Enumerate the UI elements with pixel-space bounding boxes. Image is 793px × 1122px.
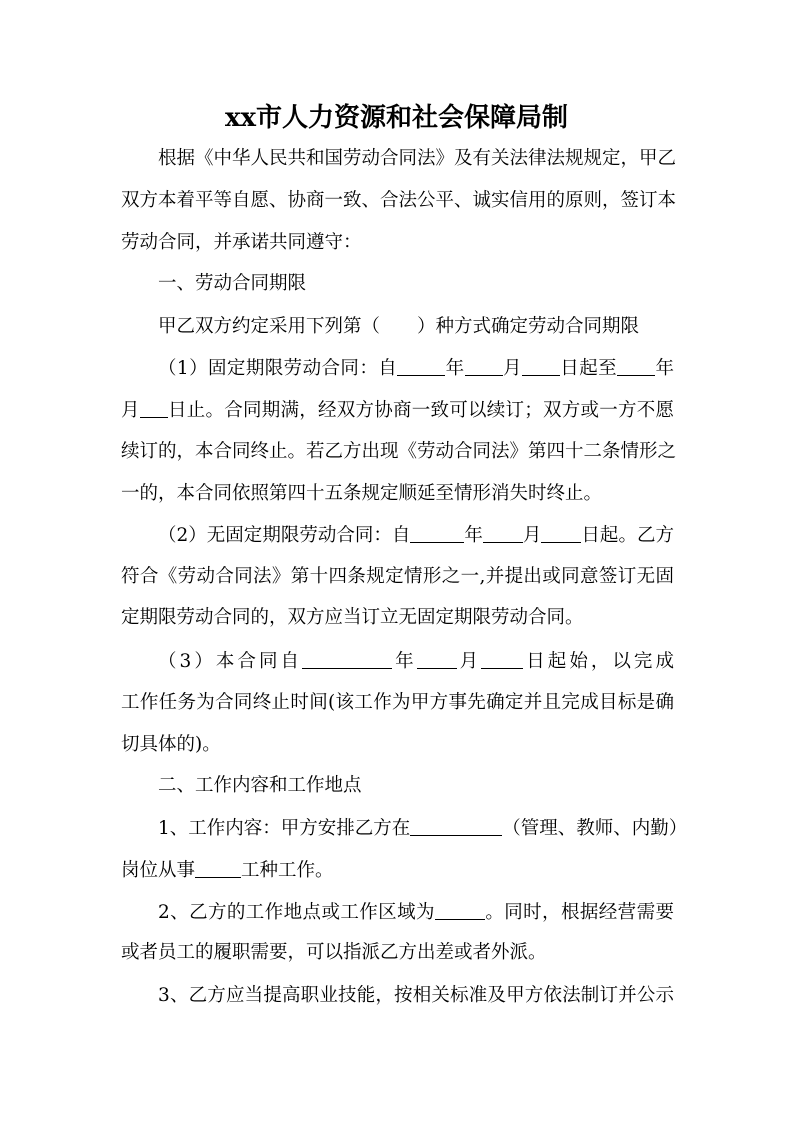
text-line: 切具体的)。 <box>121 734 221 755</box>
fill-blank[interactable] <box>410 522 464 543</box>
text-line: 根据《中华人民共和国劳动合同法》及有关法律法规规定，甲乙 <box>158 148 677 169</box>
text-segment: 年 <box>392 651 417 672</box>
text-line <box>158 522 674 548</box>
text-line: 或者员工的履职需要，可以指派乙方出差或者外派。 <box>121 942 547 963</box>
text-segment: （2）无固定期限劳动合同：自 <box>158 525 411 546</box>
fill-blank[interactable] <box>435 899 485 920</box>
fill-blank[interactable] <box>483 522 523 543</box>
fill-blank[interactable] <box>541 522 581 543</box>
text-line: 一的，本合同依照第四十五条规定顺延至情形消失时终止。 <box>121 483 603 504</box>
text-line: 甲乙双方约定采用下列第（ ）种方式确定劳动合同期限 <box>158 316 640 337</box>
fill-blank[interactable] <box>617 355 655 376</box>
document-title: xx市人力资源和社会保障局制 <box>224 103 568 133</box>
text-segment: （3）本合同自 <box>158 651 303 672</box>
text-line: 工作任务为合同终止时间(该工作为甲方事先确定并且完成目标是确 <box>121 692 674 713</box>
text-line: 续订的，本合同终止。若乙方出现《劳动合同法》第四十二条情形之 <box>121 441 677 462</box>
text-line <box>158 648 674 674</box>
text-segment: 1、工作内容：甲方安排乙方在 <box>158 818 411 839</box>
text-line: 劳动合同，并承诺共同遵守： <box>121 232 362 253</box>
fill-blank[interactable] <box>417 648 457 669</box>
text-segment: 月 <box>456 651 482 672</box>
fill-blank[interactable] <box>481 648 523 669</box>
text-line <box>158 899 674 925</box>
text-line: 双方本着平等自愿、协商一致、合法公平、诚实信用的原则，签订本 <box>121 190 677 211</box>
text-line <box>158 355 674 381</box>
text-line: 定期限劳动合同的，双方应当订立无固定期限劳动合同。 <box>121 607 584 628</box>
text-segment: （1）固定期限劳动合同：自 <box>158 358 398 379</box>
fill-blank[interactable] <box>195 857 241 878</box>
text-segment: 日止。合同期满，经双方协商一致可以续订；双方或一方不愿 <box>167 400 674 421</box>
text-segment: 。同时，根据经营需要 <box>484 902 674 923</box>
text-segment: 月 <box>121 400 140 421</box>
fill-blank[interactable] <box>410 815 502 836</box>
text-line <box>158 815 688 841</box>
text-segment: 日起始，以完成 <box>523 651 674 672</box>
text-line <box>121 397 674 423</box>
text-line <box>121 857 334 883</box>
text-segment: 月 <box>502 358 522 379</box>
text-segment: 工种工作。 <box>241 860 334 881</box>
fill-blank[interactable] <box>397 355 445 376</box>
text-segment: （管理、教师、内勤） <box>502 818 688 839</box>
text-segment: 日起至 <box>559 358 618 379</box>
fill-blank[interactable] <box>302 648 392 669</box>
text-line: 符合《劳动合同法》第十四条规定情形之一,并提出或同意签订无固 <box>121 566 674 587</box>
section-heading: 二、工作内容和工作地点 <box>158 775 362 796</box>
text-segment: 月 <box>522 525 542 546</box>
section-heading: 一、劳动合同期限 <box>158 273 307 294</box>
text-segment: 年 <box>464 525 483 546</box>
fill-blank[interactable] <box>140 397 168 418</box>
text-segment: 年 <box>445 358 465 379</box>
fill-blank[interactable] <box>465 355 503 376</box>
text-segment: 岗位从事 <box>121 860 196 881</box>
text-segment: 2、乙方的工作地点或工作区域为 <box>158 902 435 923</box>
text-line: 3、乙方应当提高职业技能，按相关标准及甲方依法制订并公示 <box>158 985 674 1006</box>
text-segment: 年 <box>655 358 674 379</box>
text-segment: 日起。乙方 <box>581 525 674 546</box>
fill-blank[interactable] <box>522 355 560 376</box>
